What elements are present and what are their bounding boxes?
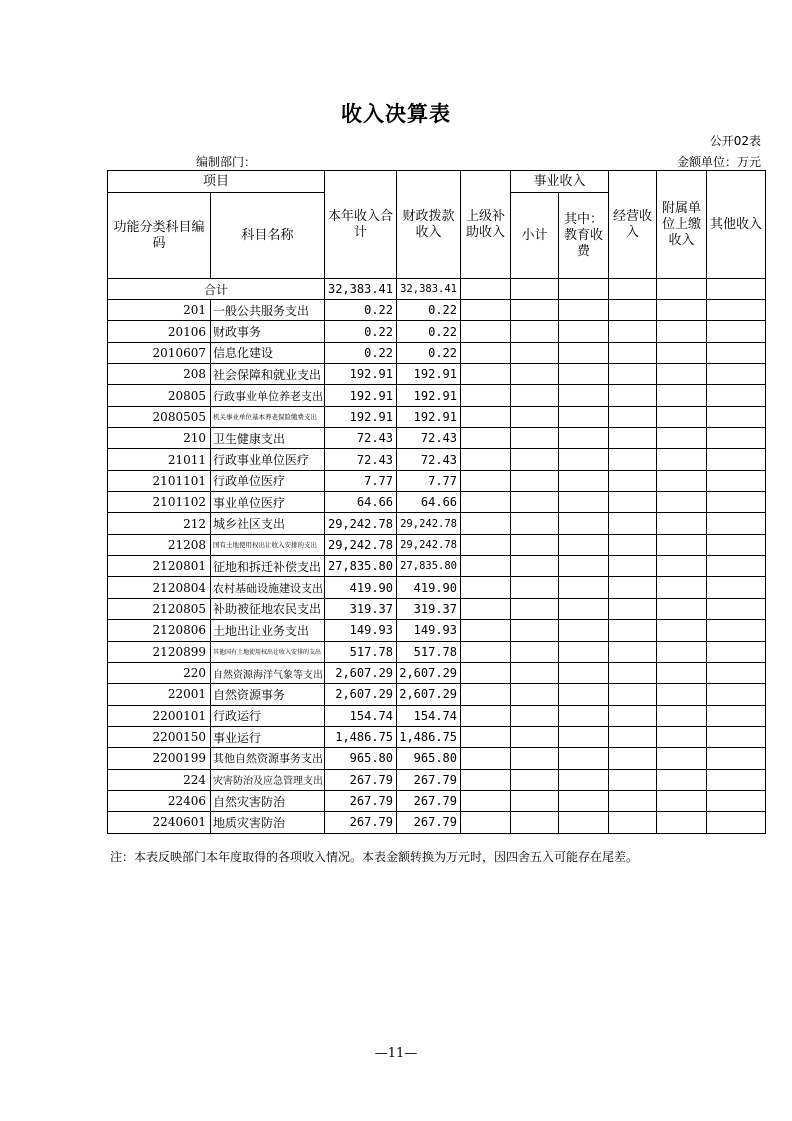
- table-row: [108, 790, 766, 811]
- empty-cell: [609, 385, 657, 406]
- table-row: [108, 534, 766, 555]
- empty-cell: [609, 748, 657, 769]
- empty-cell: [559, 705, 609, 726]
- table-row: [108, 598, 766, 619]
- page-title: 收入决算表: [341, 102, 451, 126]
- header-biz-edu: 其中：教育收费: [559, 193, 609, 279]
- row-code: 220: [108, 662, 211, 683]
- table-row: [108, 342, 766, 363]
- empty-cell: [609, 790, 657, 811]
- row-fiscal: 319.37: [397, 598, 461, 619]
- row-subject-name: 行政事业单位养老支出: [211, 385, 325, 406]
- unit-label: 金额单位：万元: [676, 155, 761, 169]
- department-label: 编制部门：: [196, 155, 257, 169]
- row-fiscal: 1,486.75: [397, 726, 461, 747]
- row-subject-name: 其他国有土地使用权出让收入安排的支出: [211, 641, 325, 662]
- empty-cell: [461, 577, 511, 598]
- empty-cell: [559, 321, 609, 342]
- empty-cell: [609, 641, 657, 662]
- row-fiscal: 0.22: [397, 342, 461, 363]
- row-fiscal: 29,242.78: [397, 513, 461, 534]
- empty-cell: [609, 684, 657, 705]
- header-income-total: 本年收入合计: [325, 171, 397, 279]
- empty-cell: [657, 342, 707, 363]
- row-fiscal: 267.79: [397, 812, 461, 833]
- empty-cell: [559, 726, 609, 747]
- empty-cell: [707, 684, 766, 705]
- row-subject-name: 其他自然资源事务支出: [211, 748, 325, 769]
- row-income-total: 965.80: [325, 748, 397, 769]
- table-row: [108, 556, 766, 577]
- row-subject-name: 土地出让业务支出: [211, 620, 325, 641]
- row-income-total: 192.91: [325, 364, 397, 385]
- empty-cell: [657, 300, 707, 321]
- row-subject-name: 灾害防治及应急管理支出: [211, 769, 325, 790]
- income-table: [107, 170, 766, 834]
- empty-cell: [511, 513, 559, 534]
- empty-cell: [657, 705, 707, 726]
- row-subject-name: 卫生健康支出: [211, 428, 325, 449]
- table-row: [108, 449, 766, 470]
- empty-cell: [511, 684, 559, 705]
- form-number: 公开02表: [709, 134, 761, 148]
- empty-cell: [657, 364, 707, 385]
- empty-cell: [511, 790, 559, 811]
- empty-cell: [559, 492, 609, 513]
- footnote: 注：本表反映部门本年度取得的各项收入情况。本表金额转换为万元时，因四舍五入可能存在尾差。: [110, 850, 639, 864]
- empty-cell: [707, 342, 766, 363]
- empty-cell: [461, 300, 511, 321]
- row-income-total: 517.78: [325, 641, 397, 662]
- table-row: [108, 300, 766, 321]
- empty-cell: [511, 385, 559, 406]
- empty-cell: [461, 428, 511, 449]
- row-subject-name: 信息化建设: [211, 342, 325, 363]
- empty-cell: [461, 406, 511, 427]
- empty-cell: [657, 513, 707, 534]
- row-fiscal: 7.77: [397, 470, 461, 491]
- empty-cell: [559, 513, 609, 534]
- row-subject-name: 行政单位医疗: [211, 470, 325, 491]
- table-row: [108, 769, 766, 790]
- empty-cell: [511, 812, 559, 833]
- row-income-total: 192.91: [325, 385, 397, 406]
- empty-cell: [707, 300, 766, 321]
- empty-cell: [559, 577, 609, 598]
- row-subject-name: 自然灾害防治: [211, 790, 325, 811]
- empty-cell: [559, 748, 609, 769]
- empty-cell: [657, 321, 707, 342]
- row-code: 20106: [108, 321, 211, 342]
- empty-cell: [707, 385, 766, 406]
- empty-cell: [461, 726, 511, 747]
- empty-cell: [461, 492, 511, 513]
- row-subject-name: 机关事业单位基本养老保险缴费支出: [211, 406, 325, 427]
- empty-cell: [461, 321, 511, 342]
- table-row: [108, 385, 766, 406]
- empty-cell: [609, 556, 657, 577]
- empty-cell: [657, 812, 707, 833]
- row-subject-name: 国有土地使用权出让收入安排的支出: [211, 534, 325, 555]
- row-subject-name: 城乡社区支出: [211, 513, 325, 534]
- empty-cell: [511, 598, 559, 619]
- empty-cell: [707, 662, 766, 683]
- table-row: [108, 726, 766, 747]
- row-income-total: 267.79: [325, 812, 397, 833]
- row-code: 2120805: [108, 598, 211, 619]
- row-income-total: 64.66: [325, 492, 397, 513]
- empty-cell: [657, 598, 707, 619]
- row-code: 210: [108, 428, 211, 449]
- empty-cell: [707, 769, 766, 790]
- row-subject-name: 一般公共服务支出: [211, 300, 325, 321]
- row-fiscal: 29,242.78: [397, 534, 461, 555]
- empty-cell: [657, 492, 707, 513]
- row-fiscal: 419.90: [397, 577, 461, 598]
- empty-cell: [559, 790, 609, 811]
- row-subject-name: 事业运行: [211, 726, 325, 747]
- empty-cell: [609, 705, 657, 726]
- page-number: —11—: [374, 1046, 418, 1061]
- empty-cell: [707, 812, 766, 833]
- empty-cell: [559, 406, 609, 427]
- empty-cell: [707, 577, 766, 598]
- row-fiscal: 154.74: [397, 705, 461, 726]
- empty-cell: [707, 556, 766, 577]
- empty-cell: [707, 406, 766, 427]
- row-fiscal: 2,607.29: [397, 684, 461, 705]
- row-fiscal: 0.22: [397, 300, 461, 321]
- empty-cell: [559, 342, 609, 363]
- empty-cell: [609, 534, 657, 555]
- empty-cell: [609, 300, 657, 321]
- empty-cell: [609, 577, 657, 598]
- row-income-total: 2,607.29: [325, 662, 397, 683]
- empty-cell: [657, 385, 707, 406]
- row-income-total: 1,486.75: [325, 726, 397, 747]
- empty-cell: [609, 342, 657, 363]
- empty-cell: [511, 620, 559, 641]
- row-code: 22001: [108, 684, 211, 705]
- table-row: [108, 492, 766, 513]
- row-subject-name: 行政运行: [211, 705, 325, 726]
- row-income-total: 2,607.29: [325, 684, 397, 705]
- empty-cell: [511, 641, 559, 662]
- empty-cell: [609, 662, 657, 683]
- empty-cell: [511, 428, 559, 449]
- empty-cell: [461, 790, 511, 811]
- row-fiscal: 2,607.29: [397, 662, 461, 683]
- table-row: [108, 513, 766, 534]
- empty-cell: [461, 598, 511, 619]
- empty-cell: [609, 769, 657, 790]
- row-code: 2240601: [108, 812, 211, 833]
- table-row: [108, 470, 766, 491]
- empty-cell: [707, 598, 766, 619]
- row-code: 2200199: [108, 748, 211, 769]
- empty-cell: [461, 364, 511, 385]
- row-code: 21011: [108, 449, 211, 470]
- row-code: 2080505: [108, 406, 211, 427]
- empty-cell: [511, 364, 559, 385]
- empty-cell: [609, 726, 657, 747]
- empty-cell: [511, 748, 559, 769]
- table-row: [108, 428, 766, 449]
- empty-cell: [559, 385, 609, 406]
- header-biz-subtotal: 小计: [511, 193, 559, 279]
- empty-cell: [657, 577, 707, 598]
- empty-cell: [657, 684, 707, 705]
- empty-cell: [511, 556, 559, 577]
- table-row: [108, 364, 766, 385]
- empty-cell: [559, 449, 609, 470]
- row-code: 2200150: [108, 726, 211, 747]
- empty-cell: [511, 577, 559, 598]
- empty-cell: [609, 449, 657, 470]
- header-func-code: 功能分类科目编码: [108, 193, 211, 279]
- table-row: [108, 812, 766, 833]
- row-subject-name: 社会保障和就业支出: [211, 364, 325, 385]
- empty-cell: [707, 705, 766, 726]
- empty-cell: [559, 428, 609, 449]
- empty-cell: [559, 641, 609, 662]
- row-income-total: 154.74: [325, 705, 397, 726]
- empty-cell: [707, 790, 766, 811]
- row-fiscal: 192.91: [397, 364, 461, 385]
- empty-cell: [559, 620, 609, 641]
- row-code: 2010607: [108, 342, 211, 363]
- row-code: 224: [108, 769, 211, 790]
- empty-cell: [609, 492, 657, 513]
- header-superior: 上级补助收入: [461, 171, 511, 279]
- empty-cell: [707, 492, 766, 513]
- header-subject-name: 科目名称: [211, 193, 325, 279]
- row-income-total: 0.22: [325, 342, 397, 363]
- empty-cell: [511, 662, 559, 683]
- empty-cell: [511, 300, 559, 321]
- row-income-total: 0.22: [325, 300, 397, 321]
- total-income: 32,383.41: [325, 279, 397, 300]
- table-row: [108, 641, 766, 662]
- header-other: 其他收入: [707, 171, 766, 279]
- table-row: [108, 620, 766, 641]
- empty-cell: [511, 321, 559, 342]
- table-row: [108, 684, 766, 705]
- empty-cell: [707, 748, 766, 769]
- empty-cell: [707, 428, 766, 449]
- empty-cell: [707, 364, 766, 385]
- total-label: 合计: [108, 279, 325, 300]
- empty-cell: [461, 470, 511, 491]
- empty-cell: [657, 748, 707, 769]
- row-fiscal: 517.78: [397, 641, 461, 662]
- empty-cell: [511, 492, 559, 513]
- empty-cell: [461, 513, 511, 534]
- empty-cell: [461, 342, 511, 363]
- empty-cell: [609, 620, 657, 641]
- total-fiscal: 32,383.41: [397, 279, 461, 300]
- empty-cell: [707, 620, 766, 641]
- empty-cell: [609, 513, 657, 534]
- table-row: [108, 577, 766, 598]
- empty-cell: [657, 662, 707, 683]
- row-income-total: 419.90: [325, 577, 397, 598]
- row-code: 2101101: [108, 470, 211, 491]
- empty-cell: [707, 641, 766, 662]
- empty-cell: [707, 726, 766, 747]
- empty-cell: [511, 449, 559, 470]
- row-fiscal: 72.43: [397, 428, 461, 449]
- empty-cell: [511, 705, 559, 726]
- empty-cell: [707, 513, 766, 534]
- header-operating: 经营收入: [609, 171, 657, 279]
- row-income-total: 29,242.78: [325, 534, 397, 555]
- row-code: 2120806: [108, 620, 211, 641]
- row-code: 2120801: [108, 556, 211, 577]
- row-subject-name: 农村基础设施建设支出: [211, 577, 325, 598]
- row-code: 2200101: [108, 705, 211, 726]
- row-subject-name: 自然资源事务: [211, 684, 325, 705]
- row-income-total: 72.43: [325, 428, 397, 449]
- empty-cell: [461, 385, 511, 406]
- total-row: [108, 279, 766, 300]
- row-income-total: 29,242.78: [325, 513, 397, 534]
- row-code: 2101102: [108, 492, 211, 513]
- empty-cell: [461, 534, 511, 555]
- row-fiscal: 72.43: [397, 449, 461, 470]
- empty-cell: [559, 556, 609, 577]
- row-code: 20805: [108, 385, 211, 406]
- empty-cell: [461, 769, 511, 790]
- empty-cell: [511, 534, 559, 555]
- empty-cell: [657, 769, 707, 790]
- row-income-total: 319.37: [325, 598, 397, 619]
- empty-cell: [511, 726, 559, 747]
- header-affiliated: 附属单位上缴收入: [657, 171, 707, 279]
- row-fiscal: 267.79: [397, 769, 461, 790]
- empty-cell: [461, 684, 511, 705]
- empty-cell: [707, 321, 766, 342]
- empty-cell: [609, 321, 657, 342]
- row-code: 208: [108, 364, 211, 385]
- empty-cell: [609, 470, 657, 491]
- empty-cell: [609, 364, 657, 385]
- empty-cell: [559, 470, 609, 491]
- table-row: [108, 748, 766, 769]
- header-fiscal: 财政拨款收入: [397, 171, 461, 279]
- empty-cell: [657, 449, 707, 470]
- row-fiscal: 267.79: [397, 790, 461, 811]
- row-code: 201: [108, 300, 211, 321]
- empty-cell: [511, 406, 559, 427]
- row-subject-name: 财政事务: [211, 321, 325, 342]
- empty-cell: [657, 790, 707, 811]
- row-code: 212: [108, 513, 211, 534]
- row-subject-name: 征地和拆迁补偿支出: [211, 556, 325, 577]
- empty-cell: [559, 812, 609, 833]
- empty-cell: [609, 428, 657, 449]
- empty-cell: [559, 684, 609, 705]
- row-subject-name: 自然资源海洋气象等支出: [211, 662, 325, 683]
- empty-cell: [657, 406, 707, 427]
- empty-cell: [461, 748, 511, 769]
- empty-cell: [461, 662, 511, 683]
- empty-cell: [657, 428, 707, 449]
- empty-cell: [657, 620, 707, 641]
- empty-cell: [559, 769, 609, 790]
- empty-cell: [707, 449, 766, 470]
- row-income-total: 72.43: [325, 449, 397, 470]
- header-biz: 事业收入: [511, 171, 609, 193]
- empty-cell: [559, 534, 609, 555]
- row-code: 2120804: [108, 577, 211, 598]
- row-income-total: 27,835.80: [325, 556, 397, 577]
- empty-cell: [461, 705, 511, 726]
- table-row: [108, 406, 766, 427]
- empty-cell: [559, 364, 609, 385]
- row-fiscal: 27,835.80: [397, 556, 461, 577]
- row-code: 22406: [108, 790, 211, 811]
- row-income-total: 192.91: [325, 406, 397, 427]
- empty-cell: [657, 556, 707, 577]
- row-fiscal: 192.91: [397, 385, 461, 406]
- empty-cell: [609, 812, 657, 833]
- empty-cell: [461, 620, 511, 641]
- empty-cell: [657, 641, 707, 662]
- empty-cell: [657, 534, 707, 555]
- empty-cell: [511, 769, 559, 790]
- row-fiscal: 149.93: [397, 620, 461, 641]
- empty-cell: [461, 641, 511, 662]
- empty-cell: [707, 534, 766, 555]
- empty-cell: [511, 342, 559, 363]
- row-fiscal: 64.66: [397, 492, 461, 513]
- empty-cell: [461, 449, 511, 470]
- table-row: [108, 662, 766, 683]
- row-income-total: 0.22: [325, 321, 397, 342]
- row-fiscal: 0.22: [397, 321, 461, 342]
- row-subject-name: 行政事业单位医疗: [211, 449, 325, 470]
- table-row: [108, 705, 766, 726]
- empty-cell: [461, 812, 511, 833]
- row-fiscal: 192.91: [397, 406, 461, 427]
- row-subject-name: 补助被征地农民支出: [211, 598, 325, 619]
- empty-cell: [461, 556, 511, 577]
- row-subject-name: 地质灾害防治: [211, 812, 325, 833]
- empty-cell: [657, 726, 707, 747]
- empty-cell: [707, 470, 766, 491]
- empty-cell: [657, 470, 707, 491]
- row-code: 21208: [108, 534, 211, 555]
- empty-cell: [559, 300, 609, 321]
- row-subject-name: 事业单位医疗: [211, 492, 325, 513]
- empty-cell: [609, 406, 657, 427]
- row-fiscal: 965.80: [397, 748, 461, 769]
- row-income-total: 267.79: [325, 790, 397, 811]
- empty-cell: [609, 598, 657, 619]
- empty-cell: [559, 598, 609, 619]
- row-code: 2120899: [108, 641, 211, 662]
- row-income-total: 7.77: [325, 470, 397, 491]
- row-income-total: 267.79: [325, 769, 397, 790]
- empty-cell: [559, 662, 609, 683]
- row-income-total: 149.93: [325, 620, 397, 641]
- header-project: 项目: [108, 171, 325, 193]
- empty-cell: [511, 470, 559, 491]
- table-row: [108, 321, 766, 342]
